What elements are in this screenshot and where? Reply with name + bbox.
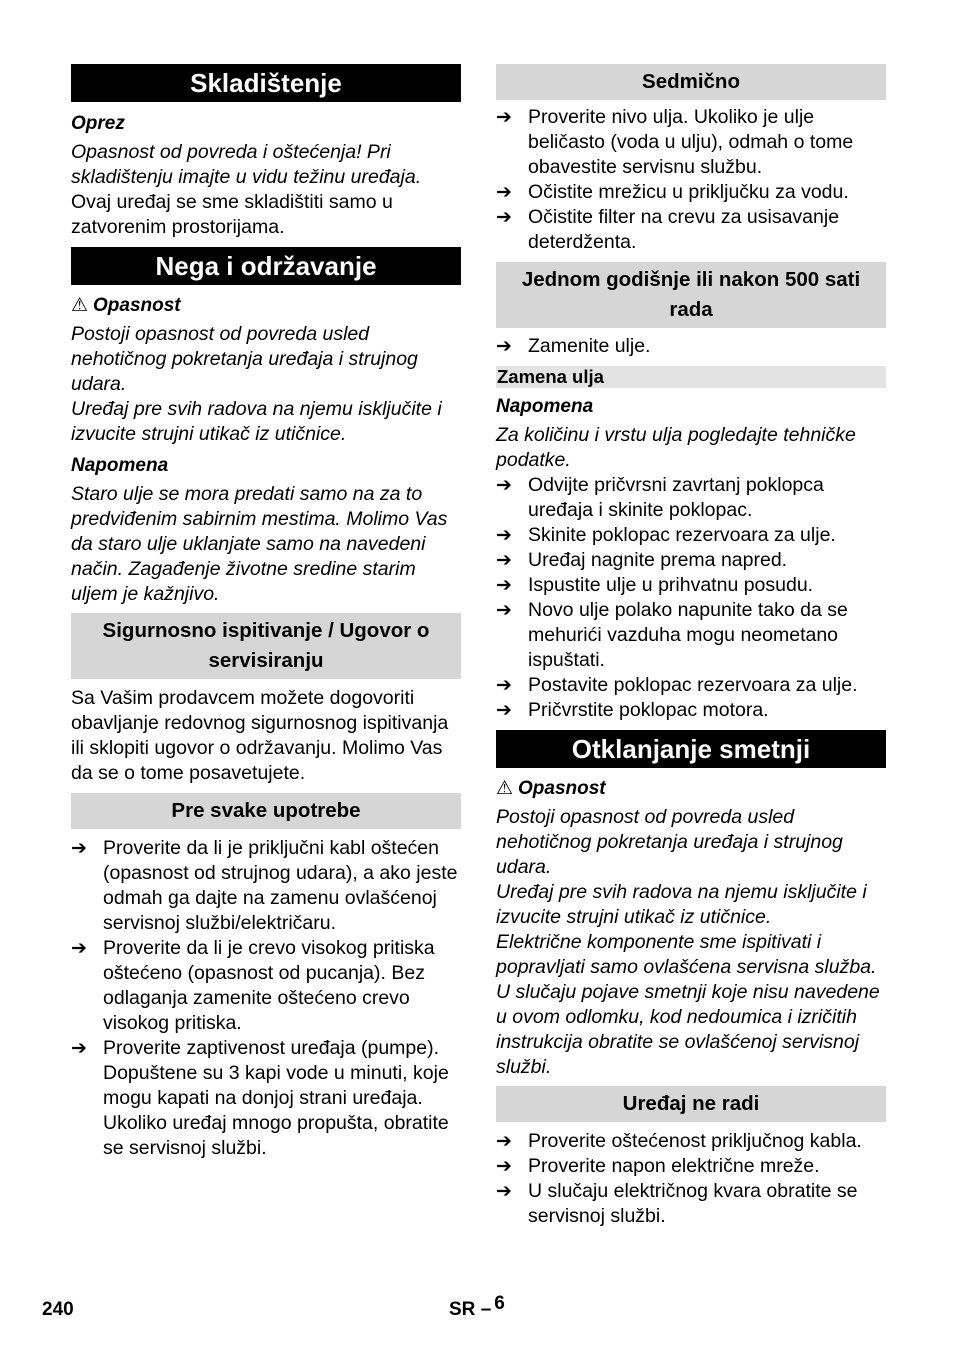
danger-text-2: Uređaj pre svih radova na njemu isključite i izvucite strujni utikač iz utičnice. [71, 398, 442, 445]
list-item: ➔ Pričvrstite poklopac motora. [496, 699, 769, 721]
page-language-code [449, 1293, 505, 1322]
warning-triangle-icon: ⚠ [496, 778, 514, 799]
caution-label: Oprez [71, 113, 125, 134]
weekly-list [496, 105, 886, 255]
list-item: ➔ Proverite da li je crevo visokog pritiska oštećeno (opasnost od pucanja). Bez odlaganja zamenite oštećeno crevo visokog pritiska. [71, 937, 435, 1034]
page-dash: – [480, 1299, 492, 1320]
right-column [496, 64, 886, 1229]
note-text: Za količinu i vrstu ulja pogledajte tehničke podatke. [496, 424, 856, 471]
list-item: ➔ Proverite zaptivenost uređaja (pumpe). Dopuštene su 3 kapi vode u minuti, koje mogu kapati na donjoj strani uređaja. Ukoliko uređaj mnogo propušta, obratite se servisnoj službi. [71, 1037, 449, 1159]
safety-inspection-text: Sa Vašim prodavcem možete dogovoriti obavljanje redovnog sigurnosnog ispitivanja ili sklopiti ugovor o održavanju. Molimo Vas da se o tome posavetujete. [71, 687, 449, 784]
arrow-right-icon: ➔ [496, 107, 512, 128]
left-column [71, 64, 461, 1161]
subsection-title-yearly: Jednom godišnje ili nakon 500 sati rada [496, 262, 886, 328]
list-item: ➔ Proverite nivo ulja. Ukoliko je ulje beličasto (voda u ulju), odmah o tome obavestite servisnu službu. [496, 106, 854, 178]
note-label: Napomena [496, 396, 594, 417]
danger-label-row [71, 293, 461, 318]
list-item: ➔ Proverite da li je priključni kabl oštećen (opasnost od strujnog udara), a ako jeste odmah ga dajte na zamenu ovlašćenoj servisnoj službi/električaru. [71, 837, 458, 934]
subsection-title-before-use: Pre svake upotrebe [71, 793, 461, 829]
list-item: ➔ Ispustite ulje u prihvatnu posudu. [496, 574, 814, 596]
arrow-right-icon: ➔ [71, 1038, 87, 1059]
danger-label: Opasnost [518, 778, 606, 799]
yearly-list [496, 334, 886, 359]
arrow-right-icon: ➔ [496, 600, 512, 621]
list-item: ➔ Odvijte pričvrsni zavrtanj poklopca uređaja i skinite poklopac. [496, 474, 824, 521]
subsection-title-oil-change: Zamena ulja [496, 366, 886, 388]
arrow-right-icon: ➔ [496, 1181, 512, 1202]
danger-text-1: Postoji opasnost od povreda usled nehotičnog pokretanja uređaja i strujnog udara. [71, 323, 418, 395]
danger-text-4: U slučaju pojave smetnji koje nisu navedene u ovom odlomku, kod nedoumica i izričitih instrukcija obratite se ovlašćenoj servisnoj službi. [496, 981, 880, 1078]
page-number: 240 [42, 1299, 74, 1320]
arrow-right-icon: ➔ [496, 575, 512, 596]
section-page-number: 6 [494, 1293, 505, 1314]
danger-text-2: Uređaj pre svih radova na njemu isključite i izvucite strujni utikač iz utičnice. [496, 881, 867, 928]
danger-label-row [496, 776, 886, 801]
oil-change-list [496, 473, 886, 723]
section-title-troubleshooting: Otklanjanje smetnji [496, 730, 886, 768]
device-not-working-list [496, 1129, 886, 1229]
list-item: ➔ Očistite filter na crevu za usisavanje deterdženta. [496, 206, 840, 253]
subsection-title-device-not-working: Uređaj ne radi [496, 1086, 886, 1122]
danger-text-3: Električne komponente sme ispitivati i popravljati samo ovlašćena servisna služba. [496, 931, 877, 978]
arrow-right-icon: ➔ [496, 1131, 512, 1152]
arrow-right-icon: ➔ [496, 182, 512, 203]
section-title-storage: Skladištenje [71, 64, 461, 102]
arrow-right-icon: ➔ [496, 525, 512, 546]
arrow-right-icon: ➔ [496, 207, 512, 228]
arrow-right-icon: ➔ [71, 938, 87, 959]
arrow-right-icon: ➔ [496, 675, 512, 696]
list-item: ➔ U slučaju električnog kvara obratite se servisnoj službi. [496, 1180, 858, 1227]
subsection-title-safety-inspection: Sigurnosno ispitivanje / Ugovor o servisiranju [71, 613, 461, 679]
note-label: Napomena [71, 455, 169, 476]
list-item: ➔ Očistite mrežicu u priključku za vodu. [496, 181, 849, 203]
danger-text-1: Postoji opasnost od povreda usled nehotičnog pokretanja uređaja i strujnog udara. [496, 806, 843, 878]
arrow-right-icon: ➔ [496, 336, 512, 357]
list-item: ➔ Proverite oštećenost priključnog kabla. [496, 1130, 862, 1152]
list-item: ➔ Postavite poklopac rezervoara za ulje. [496, 674, 858, 696]
list-item: ➔ Zamenite ulje. [496, 335, 651, 357]
arrow-right-icon: ➔ [496, 475, 512, 496]
section-title-maintenance: Nega i održavanje [71, 247, 461, 285]
arrow-right-icon: ➔ [496, 700, 512, 721]
storage-text: Ovaj uređaj se sme skladištiti samo u zatvorenim prostorijama. [71, 191, 393, 238]
list-item: ➔ Novo ulje polako napunite tako da se mehurići vazduha mogu neometano ispuštati. [496, 599, 848, 671]
arrow-right-icon: ➔ [496, 1156, 512, 1177]
caution-text: Opasnost od povreda i oštećenja! Pri skladištenju imajte u vidu težinu uređaja. [71, 141, 422, 188]
before-use-list [71, 836, 461, 1161]
language-code: SR [449, 1299, 476, 1320]
list-item: ➔ Skinite poklopac rezervoara za ulje. [496, 524, 836, 546]
danger-label: Opasnost [93, 295, 181, 316]
warning-triangle-icon: ⚠ [71, 295, 89, 316]
list-item: ➔ Uređaj nagnite prema napred. [496, 549, 788, 571]
arrow-right-icon: ➔ [496, 550, 512, 571]
note-text: Staro ulje se mora predati samo na za to predviđenim sabirnim mestima. Molimo Vas da staro ulje uklanjate samo na navedeni način. Zagađenje životne sredine starim uljem je kažnjivo. [71, 483, 448, 605]
arrow-right-icon: ➔ [71, 838, 87, 859]
subsection-title-weekly: Sedmično [496, 64, 886, 100]
list-item: ➔ Proverite napon električne mreže. [496, 1155, 820, 1177]
